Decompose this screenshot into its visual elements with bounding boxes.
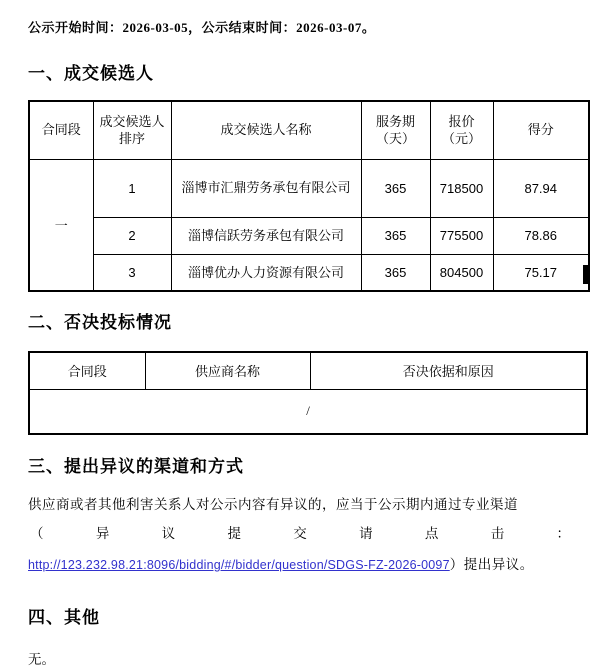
score-cell: 78.86 — [493, 217, 589, 254]
justified-char: ： — [556, 526, 570, 541]
justified-char: 请 — [359, 526, 373, 541]
col-header-rejection-reason: 否决依据和原因 — [310, 352, 587, 389]
candidates-table-header-row — [29, 101, 589, 159]
justified-char: 提 — [227, 526, 241, 541]
objection-link-line — [28, 553, 586, 573]
section-heading-candidates: 一、成交候选人 — [28, 64, 154, 83]
publicity-period-line: 公示开始时间：2026-03-05，公示结束时间：2026-03-07。 — [28, 20, 376, 35]
rejection-table — [28, 351, 588, 435]
service-days-cell: 365 — [361, 254, 430, 291]
justified-char: 异 — [95, 526, 110, 541]
service-days-cell: 365 — [361, 217, 430, 254]
candidate-name-cell: 淄博市汇鼎劳务承包有限公司 — [171, 159, 361, 217]
col-header-rank: 成交候选人排序 — [93, 101, 171, 159]
candidate-name-cell: 淄博信跃劳务承包有限公司 — [171, 217, 361, 254]
announcement-document — [0, 17, 616, 667]
justified-char: 击 — [490, 526, 505, 541]
objection-paragraph-line1: 供应商或者其他利害关系人对公示内容有异议的，应当于公示期内通过专业渠道 — [28, 497, 518, 512]
objection-submit-link[interactable]: http://123.232.98.21:8096/bidding/#/bidder/question/SDGS-FZ-2026-0097 — [28, 558, 450, 572]
rank-cell: 1 — [93, 159, 171, 217]
price-cell: 718500 — [430, 159, 493, 217]
rank-cell: 3 — [93, 254, 171, 291]
contract-section-cell: 一 — [29, 159, 93, 291]
objection-justified-line — [30, 522, 570, 542]
section-heading-rejection: 二、否决投标情况 — [28, 313, 172, 332]
section-heading-other: 四、其他 — [28, 608, 100, 627]
price-cell: 775500 — [430, 217, 493, 254]
col-header-service-period: 服务期（天） — [361, 101, 430, 159]
score-cell: 87.94 — [493, 159, 589, 217]
text-cursor-artifact — [583, 265, 589, 284]
price-cell: 804500 — [430, 254, 493, 291]
rejection-empty-cell: / — [29, 389, 587, 434]
rejection-empty-row — [29, 389, 587, 434]
rejection-table-header-row — [29, 352, 587, 389]
justified-char: （ — [30, 526, 44, 541]
other-section-body: 无。 — [28, 652, 55, 667]
candidate-row-1 — [29, 159, 589, 217]
after-link-text: ）提出异议。 — [449, 557, 534, 572]
col-header-price: 报价（元） — [430, 101, 493, 159]
section-heading-objection: 三、提出异议的渠道和方式 — [28, 457, 244, 476]
candidate-row-3 — [29, 254, 589, 291]
col-header-contract-section: 合同段 — [29, 352, 145, 389]
col-header-contract-section: 合同段 — [29, 101, 93, 159]
rank-cell: 2 — [93, 217, 171, 254]
col-header-score: 得分 — [493, 101, 589, 159]
service-days-cell: 365 — [361, 159, 430, 217]
candidates-table — [28, 100, 590, 292]
col-header-candidate-name: 成交候选人名称 — [171, 101, 361, 159]
justified-char: 议 — [161, 526, 176, 541]
candidate-name-cell: 淄博优办人力资源有限公司 — [171, 254, 361, 291]
score-cell: 75.17 — [493, 254, 589, 291]
candidate-row-2 — [29, 217, 589, 254]
justified-char: 交 — [293, 526, 307, 541]
justified-char: 点 — [424, 526, 439, 541]
col-header-supplier-name: 供应商名称 — [145, 352, 310, 389]
